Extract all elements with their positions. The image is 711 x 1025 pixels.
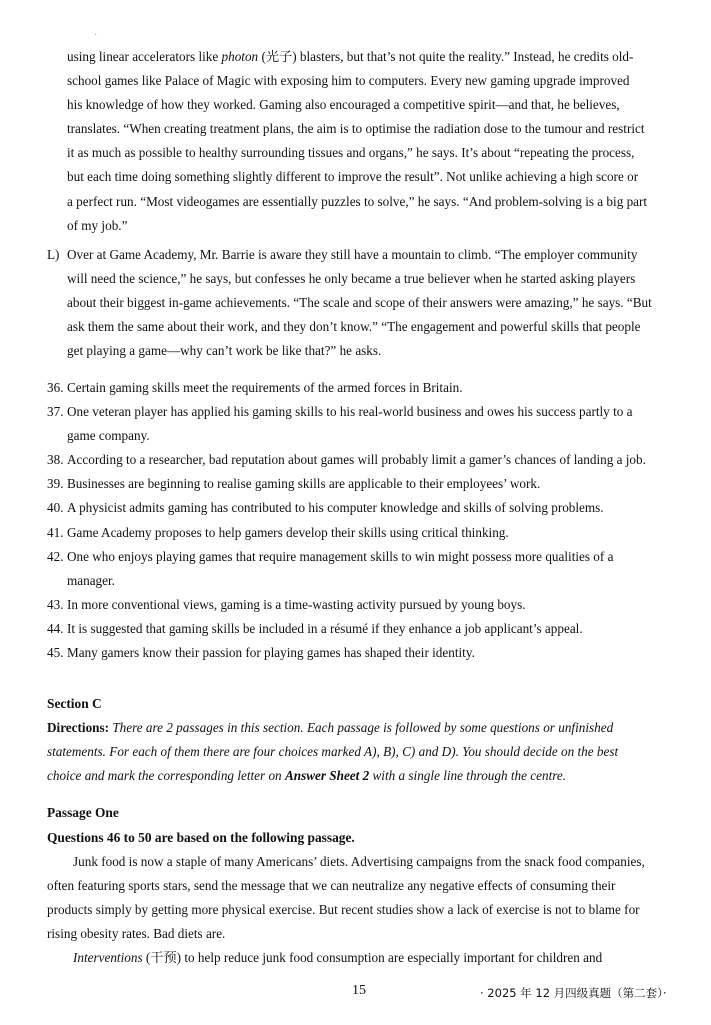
passage-line: products simply by getting more physical exercise. But recent studies show a lack of exercise is not to blame for [47, 902, 640, 918]
paragraph-line: Over at Game Academy, Mr. Barrie is aware they still have a mountain to climb. “The employer community [67, 247, 638, 262]
paragraph-l [47, 243, 679, 363]
statement-42 [47, 545, 679, 593]
statement-number: 41. [47, 524, 64, 540]
paragraph-line: of my job.” [67, 217, 128, 233]
page-number: 15 [352, 983, 366, 998]
statement-number: 43. [47, 596, 64, 612]
statement-text: A physicist admits gaming has contributed to his computer knowledge and skills of solving problems. [67, 500, 604, 516]
passage-title: Passage One [47, 805, 119, 820]
statement-39 [47, 472, 679, 496]
statement-text: Many gamers know their passion for playing games has shaped their identity. [67, 645, 475, 661]
statement-number: 40. [47, 500, 64, 516]
paragraph-line: it as much as possible to healthy surrounding tissues and organs,” he says. It’s about “repeating the process, [67, 145, 635, 161]
statement-number: 39. [47, 476, 64, 492]
paragraph-line: a perfect run. “Most videogames are essentially puzzles to solve,” he says. “And problem-solving is a big part [67, 193, 648, 209]
statement-text: One who enjoys playing games that require management skills to win might possess more qualities of a [67, 548, 614, 564]
statement-text: Game Academy proposes to help gamers develop their skills using critical thinking. [67, 524, 509, 540]
line-start: using linear accelerators like [67, 49, 222, 64]
passage-line: Junk food is now a staple of many Americans’ diets. Advertising campaigns from the snack food companies, [73, 854, 645, 869]
passage-line: often featuring sports stars, send the message that we can neutralize any negative effects of consuming their [47, 878, 616, 894]
continued-paragraph [67, 45, 679, 238]
paragraph-line: but each time doing something slightly different to improve the result”. Not unlike achieving a high score or [67, 169, 639, 185]
paragraph-line: will need the science,” he says, but confesses he only became a true believer when he started asking players [67, 271, 636, 287]
statement-number: 45. [47, 645, 64, 661]
statement-41 [47, 521, 679, 545]
paragraph-line: ask them the same about their work, and they don’t know.” “The engagement and powerful skills that people [67, 319, 641, 335]
paragraph-line: school games like Palace of Magic with exposing him to computers. Every new gaming upgrade improved [67, 73, 630, 89]
paragraph-line [67, 45, 679, 69]
line-end: (光子) blasters, but that’s not quite the reality.” Instead, he credits old- [258, 49, 634, 64]
statement-45 [47, 641, 679, 665]
italic-term: Interventions [73, 950, 143, 966]
statement-40 [47, 496, 679, 520]
questions-heading: Questions 46 to 50 are based on the following passage. [47, 830, 355, 845]
statement-43 [47, 593, 679, 617]
directions-text: with a single line through the centre. [369, 768, 567, 784]
statement-number: 38. [47, 452, 64, 468]
statement-number: 36. [47, 380, 64, 395]
statement-37 [47, 400, 679, 448]
statement-text: game company. [67, 428, 150, 444]
passage-line: rising obesity rates. Bad diets are. [47, 926, 226, 942]
statement-text: According to a researcher, bad reputation about games will probably limit a gamer’s chances of landing a job. [67, 452, 646, 468]
paragraph-line: translates. “When creating treatment plans, the aim is to optimise the radiation dose to the tumour and restrict [67, 121, 645, 137]
directions-text: statements. For each of them there are four choices marked A), B), C) and D). You should decide on the best [47, 744, 619, 760]
italic-term: photon [221, 49, 259, 64]
statement-number: 37. [47, 404, 64, 420]
statement-number: 42. [47, 548, 64, 564]
paragraph-label: L) [47, 247, 60, 262]
directions-text: choice and mark the corresponding letter on [47, 768, 285, 784]
directions-text: There are 2 passages in this section. Each passage is followed by some questions or unfinished [112, 720, 614, 735]
section-title: Section C [47, 696, 102, 711]
statement-text: One veteran player has applied his gaming skills to his real-world business and owes his success partly to a [67, 404, 633, 420]
statement-44 [47, 617, 679, 641]
statement-list [47, 376, 679, 665]
directions-label: Directions: [47, 720, 110, 735]
statement-number: 44. [47, 620, 64, 636]
statement-text: It is suggested that gaming skills be included in a résumé if they enhance a job applicant’s appeal. [67, 620, 583, 636]
paragraph-line: about their biggest in-game achievements. “The scale and scope of their answers were amazing,” he says. “But [67, 295, 652, 311]
statement-38 [47, 448, 679, 472]
paragraph-line: his knowledge of how they worked. Gaming also encouraged a competitive spirit—and that, he believes, [67, 97, 620, 113]
passage-text [47, 850, 679, 970]
statement-text: Businesses are beginning to realise gaming skills are applicable to their employees’ work. [67, 476, 541, 492]
directions [47, 716, 679, 788]
section-c [47, 692, 679, 788]
statement-text: Certain gaming skills meet the requirements of the armed forces in Britain. [67, 380, 463, 395]
statement-36 [47, 376, 679, 400]
passage-line-rest: (干预) to help reduce junk food consumption are especially important for children and [142, 950, 603, 966]
statement-text: In more conventional views, gaming is a time-wasting activity pursued by young boys. [67, 596, 526, 612]
footer-note: · 2025 年 12 月四级真题（第二套）· [480, 986, 667, 1000]
scan-speck: · [94, 30, 98, 41]
statement-text: manager. [67, 572, 115, 588]
answer-sheet-ref: Answer Sheet 2 [284, 768, 370, 784]
passage-line [47, 946, 679, 970]
paragraph-line: get playing a game—why can’t work be like that?” he asks. [67, 343, 382, 359]
